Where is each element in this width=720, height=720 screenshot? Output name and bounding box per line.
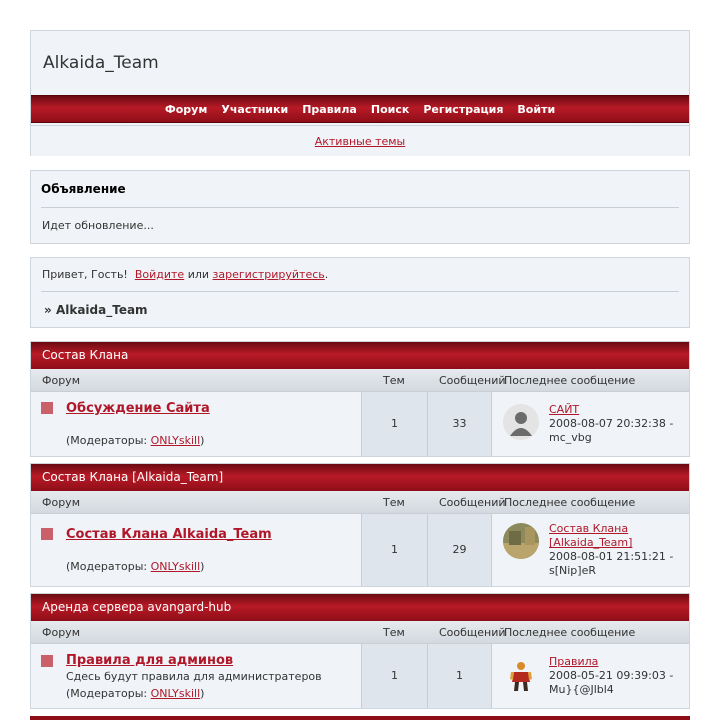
forum-moderators: (Модераторы: ONLYskill) [66, 560, 205, 573]
last-post-user[interactable]: mc_vbg [549, 431, 592, 444]
forum-row [31, 644, 689, 708]
active-topics-link[interactable]: Активные темы [314, 134, 406, 148]
character-avatar-icon [503, 658, 539, 694]
last-post-topic-link[interactable]: САЙТ [549, 403, 580, 416]
topics-count: 1 [391, 417, 398, 430]
avatar[interactable] [503, 523, 539, 559]
column-headers [31, 369, 689, 392]
col-topics: Тем [383, 626, 405, 639]
category-title[interactable]: Состав Клана [31, 342, 689, 369]
nav-register[interactable]: Регистрация [423, 102, 504, 116]
site-header [30, 30, 690, 156]
nav-members[interactable]: Участники [221, 102, 289, 116]
greeting-text: Привет, Гость! [42, 268, 128, 281]
last-post-info [549, 655, 684, 697]
avatar[interactable] [503, 658, 539, 694]
forum-title-link[interactable]: Правила для админов [66, 653, 234, 668]
category-block [30, 463, 690, 587]
last-post-info [549, 522, 684, 578]
welcome-line [42, 268, 328, 281]
breadcrumb [44, 303, 148, 317]
posts-count: 1 [456, 669, 463, 682]
forum-description: Сдесь будут правила для администратеров [66, 670, 322, 683]
nav-rules[interactable]: Правила [302, 102, 357, 116]
login-link[interactable]: Войдите [134, 268, 185, 281]
col-last-post: Последнее сообщение [504, 496, 636, 509]
moderator-link[interactable]: ONLYskill [150, 560, 201, 573]
col-forum: Форум [42, 374, 80, 387]
moderator-link[interactable]: ONLYskill [150, 687, 201, 700]
breadcrumb-arrow: » [44, 303, 52, 317]
col-last-post: Последнее сообщение [504, 626, 636, 639]
col-posts: Сообщений [439, 626, 506, 639]
category-title[interactable]: Состав Клана [Alkaida_Team] [31, 464, 689, 491]
col-last-post: Последнее сообщение [504, 374, 636, 387]
announcement-text: Идет обновление... [42, 219, 154, 232]
period-text: . [324, 268, 329, 281]
col-topics: Тем [383, 496, 405, 509]
column-headers [31, 491, 689, 514]
last-post-topic-link[interactable]: Правила [549, 655, 599, 668]
map-thumbnail-icon [503, 523, 539, 559]
col-posts: Сообщений [439, 374, 506, 387]
nav-search[interactable]: Поиск [370, 102, 410, 116]
category-title[interactable]: Аренда сервера avangard-hub [31, 594, 689, 621]
posts-count: 29 [452, 543, 467, 556]
forum-row [31, 514, 689, 586]
register-link[interactable]: зарегистрируйтесь [212, 268, 325, 281]
next-category-header [30, 716, 690, 720]
forum-status-icon [41, 528, 53, 540]
posts-count: 33 [452, 417, 467, 430]
last-post-date: 2008-08-07 20:32:38 - [549, 417, 674, 430]
breadcrumb-current[interactable]: Alkaida_Team [55, 303, 148, 317]
last-post-date: 2008-08-01 21:51:21 - [549, 550, 674, 563]
nav-forum[interactable]: Форум [164, 102, 208, 116]
forum-moderators: (Модераторы: ONLYskill) [66, 687, 205, 700]
site-title: Alkaida_Team [43, 53, 159, 73]
last-post-info [549, 403, 684, 445]
col-posts: Сообщений [439, 496, 506, 509]
default-user-icon [503, 404, 539, 440]
announcement-title: Объявление [41, 182, 126, 196]
col-topics: Тем [383, 374, 405, 387]
column-headers [31, 621, 689, 644]
last-post-user[interactable]: s[Nip]eR [549, 564, 596, 577]
last-post-user[interactable]: Mu}{@Jlbl4 [549, 683, 614, 696]
main-nav [31, 95, 689, 123]
topics-count: 1 [391, 669, 398, 682]
forum-title-link[interactable]: Состав Клана Alkaida_Team [66, 527, 272, 542]
forum-row [31, 392, 689, 456]
category-block [30, 593, 690, 709]
sub-nav [31, 125, 689, 156]
nav-login[interactable]: Войти [517, 102, 556, 116]
divider [41, 291, 679, 292]
divider [41, 207, 679, 208]
announcement-box [30, 170, 690, 244]
welcome-box [30, 257, 690, 328]
forum-status-icon [41, 402, 53, 414]
avatar[interactable] [503, 404, 539, 440]
last-post-date: 2008-05-21 09:39:03 - [549, 669, 674, 682]
forum-moderators: (Модераторы: ONLYskill) [66, 434, 205, 447]
moderator-link[interactable]: ONLYskill [150, 434, 201, 447]
category-block [30, 341, 690, 457]
topics-count: 1 [391, 543, 398, 556]
last-post-topic-link[interactable]: Состав Клана [Alkaida_Team] [549, 522, 633, 549]
col-forum: Форум [42, 496, 80, 509]
or-text: или [187, 268, 210, 281]
forum-status-icon [41, 655, 53, 667]
forum-title-link[interactable]: Обсуждение Сайта [66, 401, 210, 416]
col-forum: Форум [42, 626, 80, 639]
